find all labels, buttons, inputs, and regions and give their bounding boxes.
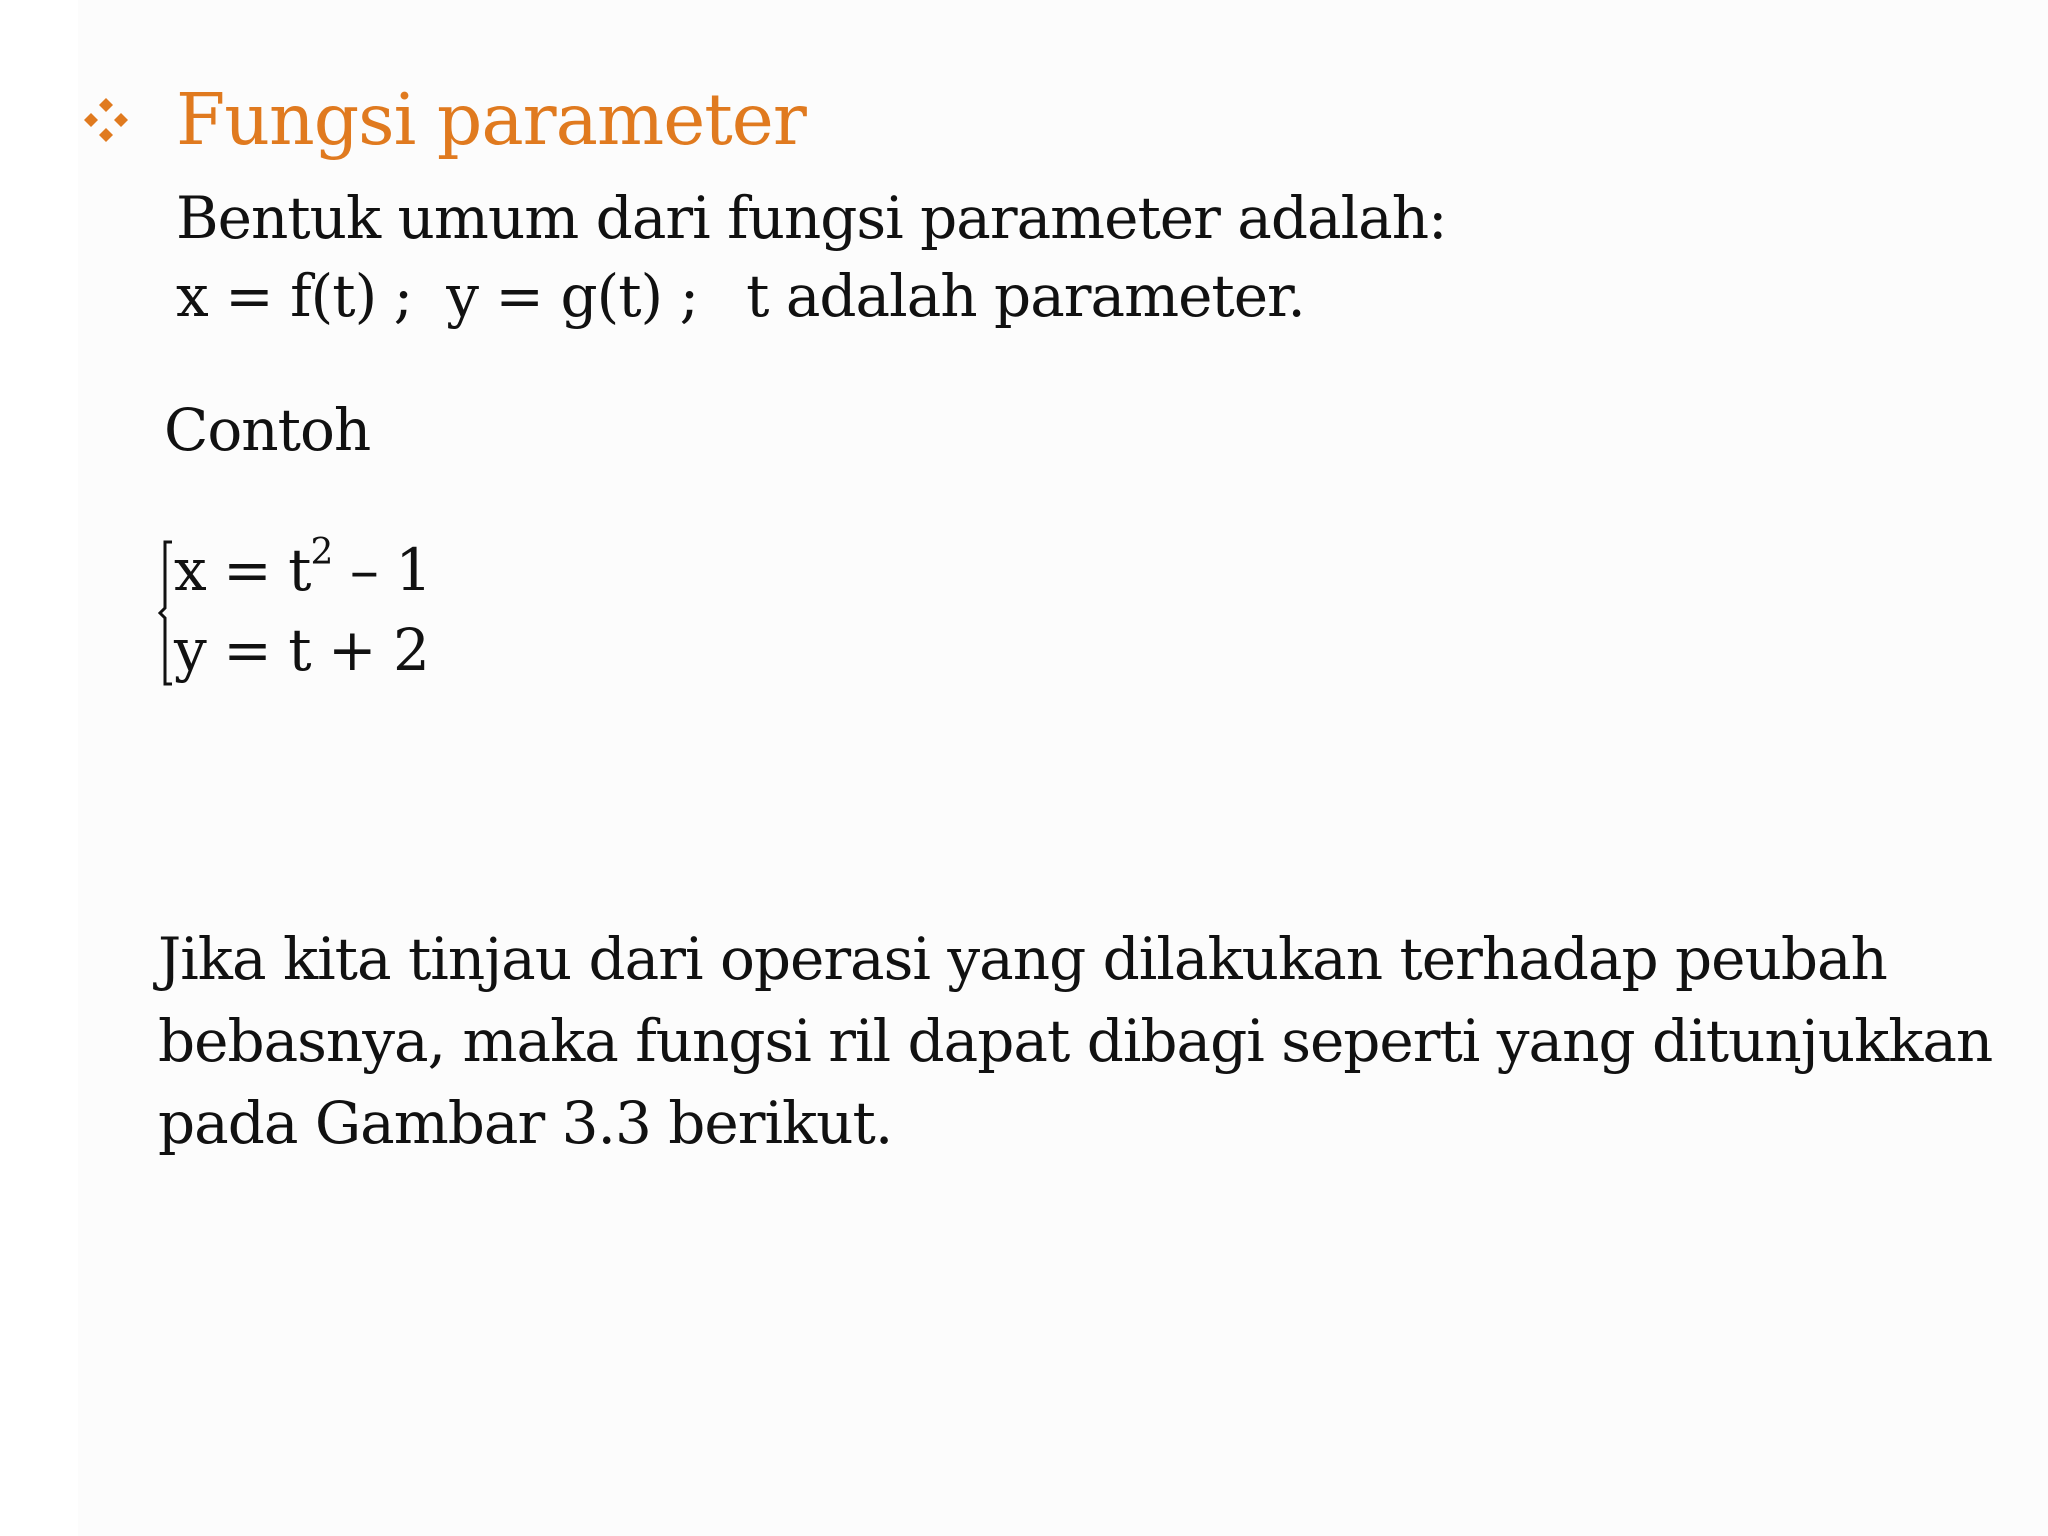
paragraph-line: Jika kita tinjau dari operasi yang dilakukan terhadap peubah — [158, 925, 1887, 993]
formula-x: x = f(t) ; — [176, 262, 413, 330]
example-label: Contoh — [164, 396, 371, 464]
equation-x-suffix: – 1 — [332, 536, 432, 604]
explanation-paragraph — [158, 918, 2008, 1164]
equation-y: y = t + 2 — [174, 616, 429, 684]
slide-title: Fungsi parameter — [176, 78, 806, 161]
equation-x-prefix: x = t — [174, 536, 311, 604]
four-diamond-bullet-icon — [78, 92, 134, 148]
formula-y: y = g(t) ; — [446, 262, 699, 330]
intro-text: Bentuk umum dari fungsi parameter adalah: — [176, 184, 1447, 252]
equation-x — [174, 530, 431, 610]
paragraph-line: pada Gambar 3.3 berikut. — [158, 1089, 893, 1157]
formula-note: t adalah parameter. — [746, 262, 1305, 330]
equation-x-exponent: 2 — [310, 531, 333, 573]
left-brace-icon — [156, 538, 176, 688]
paragraph-line: bebasnya, maka fungsi ril dapat dibagi seperti yang ditunjukkan — [158, 1007, 1993, 1075]
title-bullet — [78, 80, 134, 160]
general-formula — [176, 256, 1305, 336]
